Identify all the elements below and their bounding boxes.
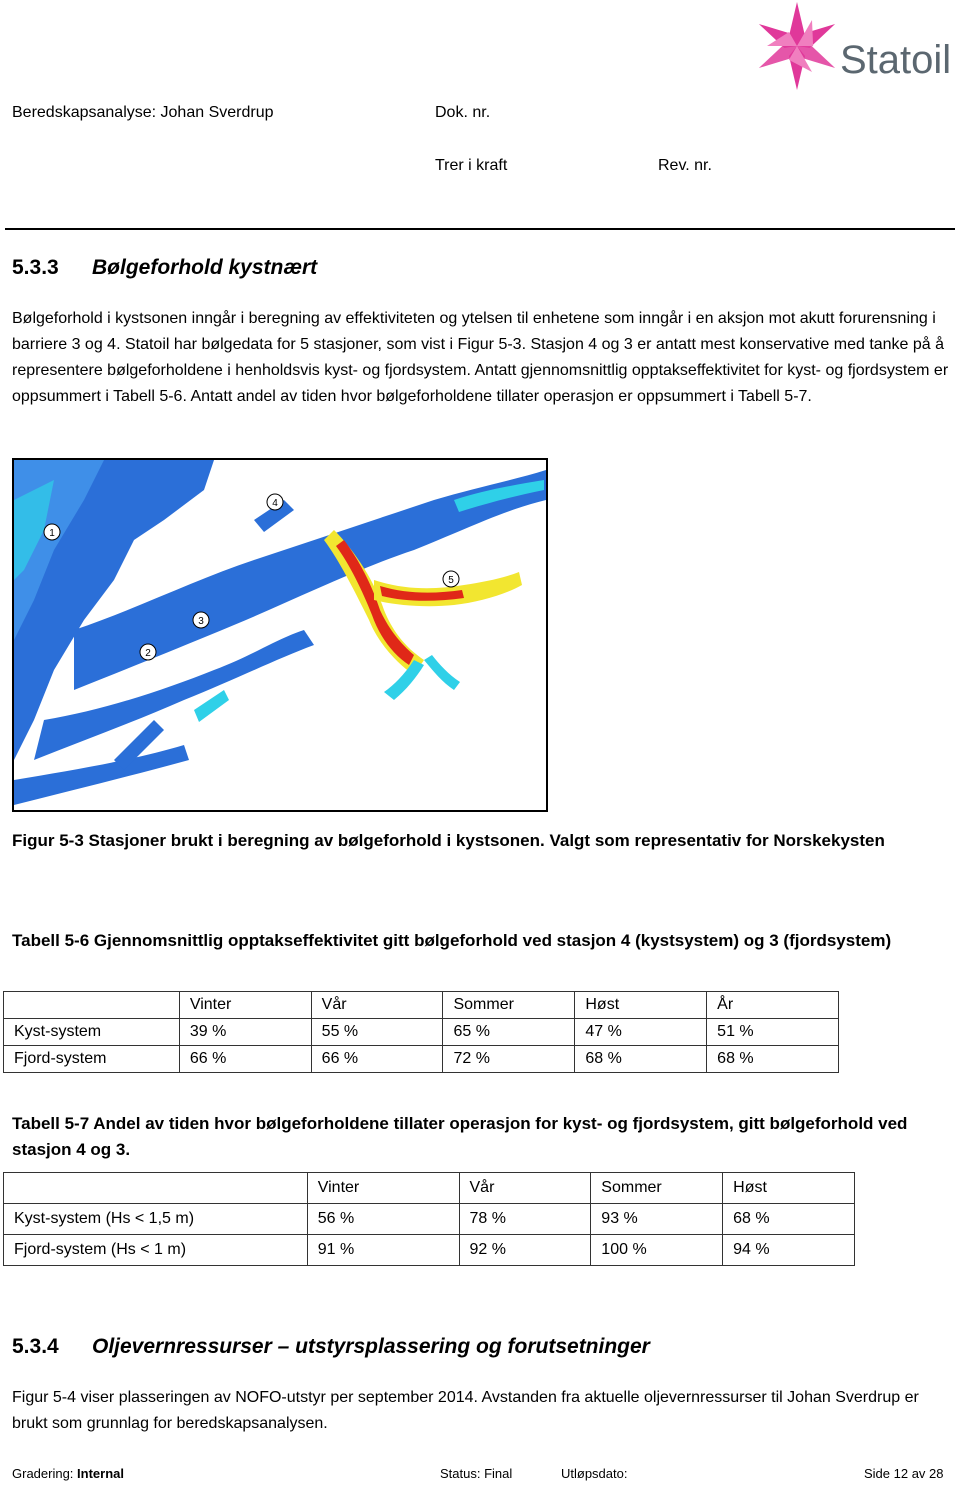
station-label-1: 1 xyxy=(49,528,55,539)
table-cell: 72 % xyxy=(443,1046,575,1073)
table-cell: Fjord-system xyxy=(4,1046,180,1073)
section-title: Bølgeforhold kystnært xyxy=(92,256,318,279)
footer-utlopsdato: Utløpsdato: xyxy=(561,1466,628,1481)
table-row xyxy=(4,1046,839,1073)
table-56 xyxy=(3,991,839,1073)
station-marker-4 xyxy=(267,494,283,510)
table-cell: 92 % xyxy=(459,1235,591,1266)
table-header-row xyxy=(4,1173,855,1204)
wave-map xyxy=(14,460,546,810)
table-cell: 66 % xyxy=(311,1046,443,1073)
table-header-cell xyxy=(4,1173,308,1204)
table-cell: 68 % xyxy=(575,1046,707,1073)
table-cell: 100 % xyxy=(591,1235,723,1266)
station-label-5: 5 xyxy=(448,575,454,586)
table-header-cell: Vår xyxy=(459,1173,591,1204)
table-57 xyxy=(3,1172,855,1266)
table-cell: 91 % xyxy=(307,1235,459,1266)
table-header-cell: Vinter xyxy=(179,992,311,1019)
table-cell: Kyst-system (Hs < 1,5 m) xyxy=(4,1204,308,1235)
table-cell: Kyst-system xyxy=(4,1019,180,1046)
footer-page-number: Side 12 av 28 xyxy=(864,1466,944,1481)
station-marker-3 xyxy=(193,612,209,628)
table-cell: 56 % xyxy=(307,1204,459,1235)
table-cell: 68 % xyxy=(707,1046,839,1073)
section-534-heading xyxy=(12,1335,650,1359)
station-marker-1 xyxy=(44,524,60,540)
table-row xyxy=(4,1235,855,1266)
table-header-cell xyxy=(4,992,180,1019)
table-header-cell: Høst xyxy=(723,1173,855,1204)
table-row xyxy=(4,1204,855,1235)
station-label-4: 4 xyxy=(272,498,278,509)
table-cell: 55 % xyxy=(311,1019,443,1046)
statoil-logo-text: Statoil xyxy=(840,38,952,82)
section-533-paragraph: Bølgeforhold i kystsonen inngår i beregning av effektiviteten og ytelsen til enhetene som inngår i en aksjon mot akutt forurensning i barriere 3 og 4. Statoil har bølgedata for 5 stasjoner, som vist i Figur 5-3. Stasjon 4 og 3 er antatt mest konservative med tanke på å representere bølgeforholdene i henholdsvis kyst- og fjordsystem. Antatt gjennomsnittlig opptakseffektivitet for kyst- og fjordsystem er oppsummert i Tabell 5-6. Antatt andel av tiden hvor bølgeforholdene tillater operasjon er oppsummert i Tabell 5-7. xyxy=(12,310,949,405)
table-header-cell: Sommer xyxy=(591,1173,723,1204)
station-label-2: 2 xyxy=(145,648,151,659)
footer-status: Status: Final xyxy=(440,1466,513,1481)
table-cell: 66 % xyxy=(179,1046,311,1073)
section-533-heading xyxy=(12,256,317,280)
trer-i-kraft-label: Trer i kraft xyxy=(435,157,508,174)
doc-title: Beredskapsanalyse: Johan Sverdrup xyxy=(12,104,274,121)
section-number: 5.3.3 xyxy=(12,256,59,279)
table-header-cell: Høst xyxy=(575,992,707,1019)
table-header-row xyxy=(4,992,839,1019)
gradering-value: Internal xyxy=(77,1466,125,1481)
table-header-cell: Vår xyxy=(311,992,443,1019)
rev-nr-label: Rev. nr. xyxy=(658,157,712,174)
table-cell: 65 % xyxy=(443,1019,575,1046)
table-header-cell: Vinter xyxy=(307,1173,459,1204)
table-cell: 94 % xyxy=(723,1235,855,1266)
section-title: Oljevernressurser – utstyrsplassering og forutsetninger xyxy=(92,1335,650,1358)
table-cell: 68 % xyxy=(723,1204,855,1235)
table-cell: 39 % xyxy=(179,1019,311,1046)
table-cell: 93 % xyxy=(591,1204,723,1235)
gradering-label: Gradering: xyxy=(12,1466,74,1481)
table-cell: 51 % xyxy=(707,1019,839,1046)
station-marker-2 xyxy=(140,644,156,660)
table-56-caption: Tabell 5-6 Gjennomsnittlig opptakseffektivitet gitt bølgeforhold ved stasjon 4 (kystsystem) og 3 (fjordsystem) xyxy=(12,931,892,950)
table-row xyxy=(4,1019,839,1046)
table-cell: 78 % xyxy=(459,1204,591,1235)
table-57-caption: Tabell 5-7 Andel av tiden hvor bølgeforholdene tillater operasjon for kyst- og fjordsystem, gitt bølgeforhold ved stasjon 4 og 3. xyxy=(12,1114,908,1159)
station-marker-5 xyxy=(443,571,459,587)
table-cell: Fjord-system (Hs < 1 m) xyxy=(4,1235,308,1266)
statoil-logo xyxy=(745,0,960,100)
table-header-cell: Sommer xyxy=(443,992,575,1019)
station-label-3: 3 xyxy=(198,616,204,627)
table-header-cell: År xyxy=(707,992,839,1019)
table-cell: 47 % xyxy=(575,1019,707,1046)
section-number: 5.3.4 xyxy=(12,1335,59,1358)
figure-caption: Figur 5-3 Stasjoner brukt i beregning av bølgeforhold i kystsonen. Valgt som representativ for Norskekysten xyxy=(12,831,885,850)
statoil-star-icon xyxy=(745,0,855,100)
footer-gradering xyxy=(12,1466,124,1481)
header-divider xyxy=(5,228,955,230)
wave-map-figure xyxy=(12,458,548,812)
dok-nr-label: Dok. nr. xyxy=(435,104,491,121)
section-534-paragraph: Figur 5-4 viser plasseringen av NOFO-utstyr per september 2014. Avstanden fra aktuelle oljevernressurser til Johan Sverdrup er brukt som grunnlag for beredskapsanalysen. xyxy=(12,1389,919,1432)
